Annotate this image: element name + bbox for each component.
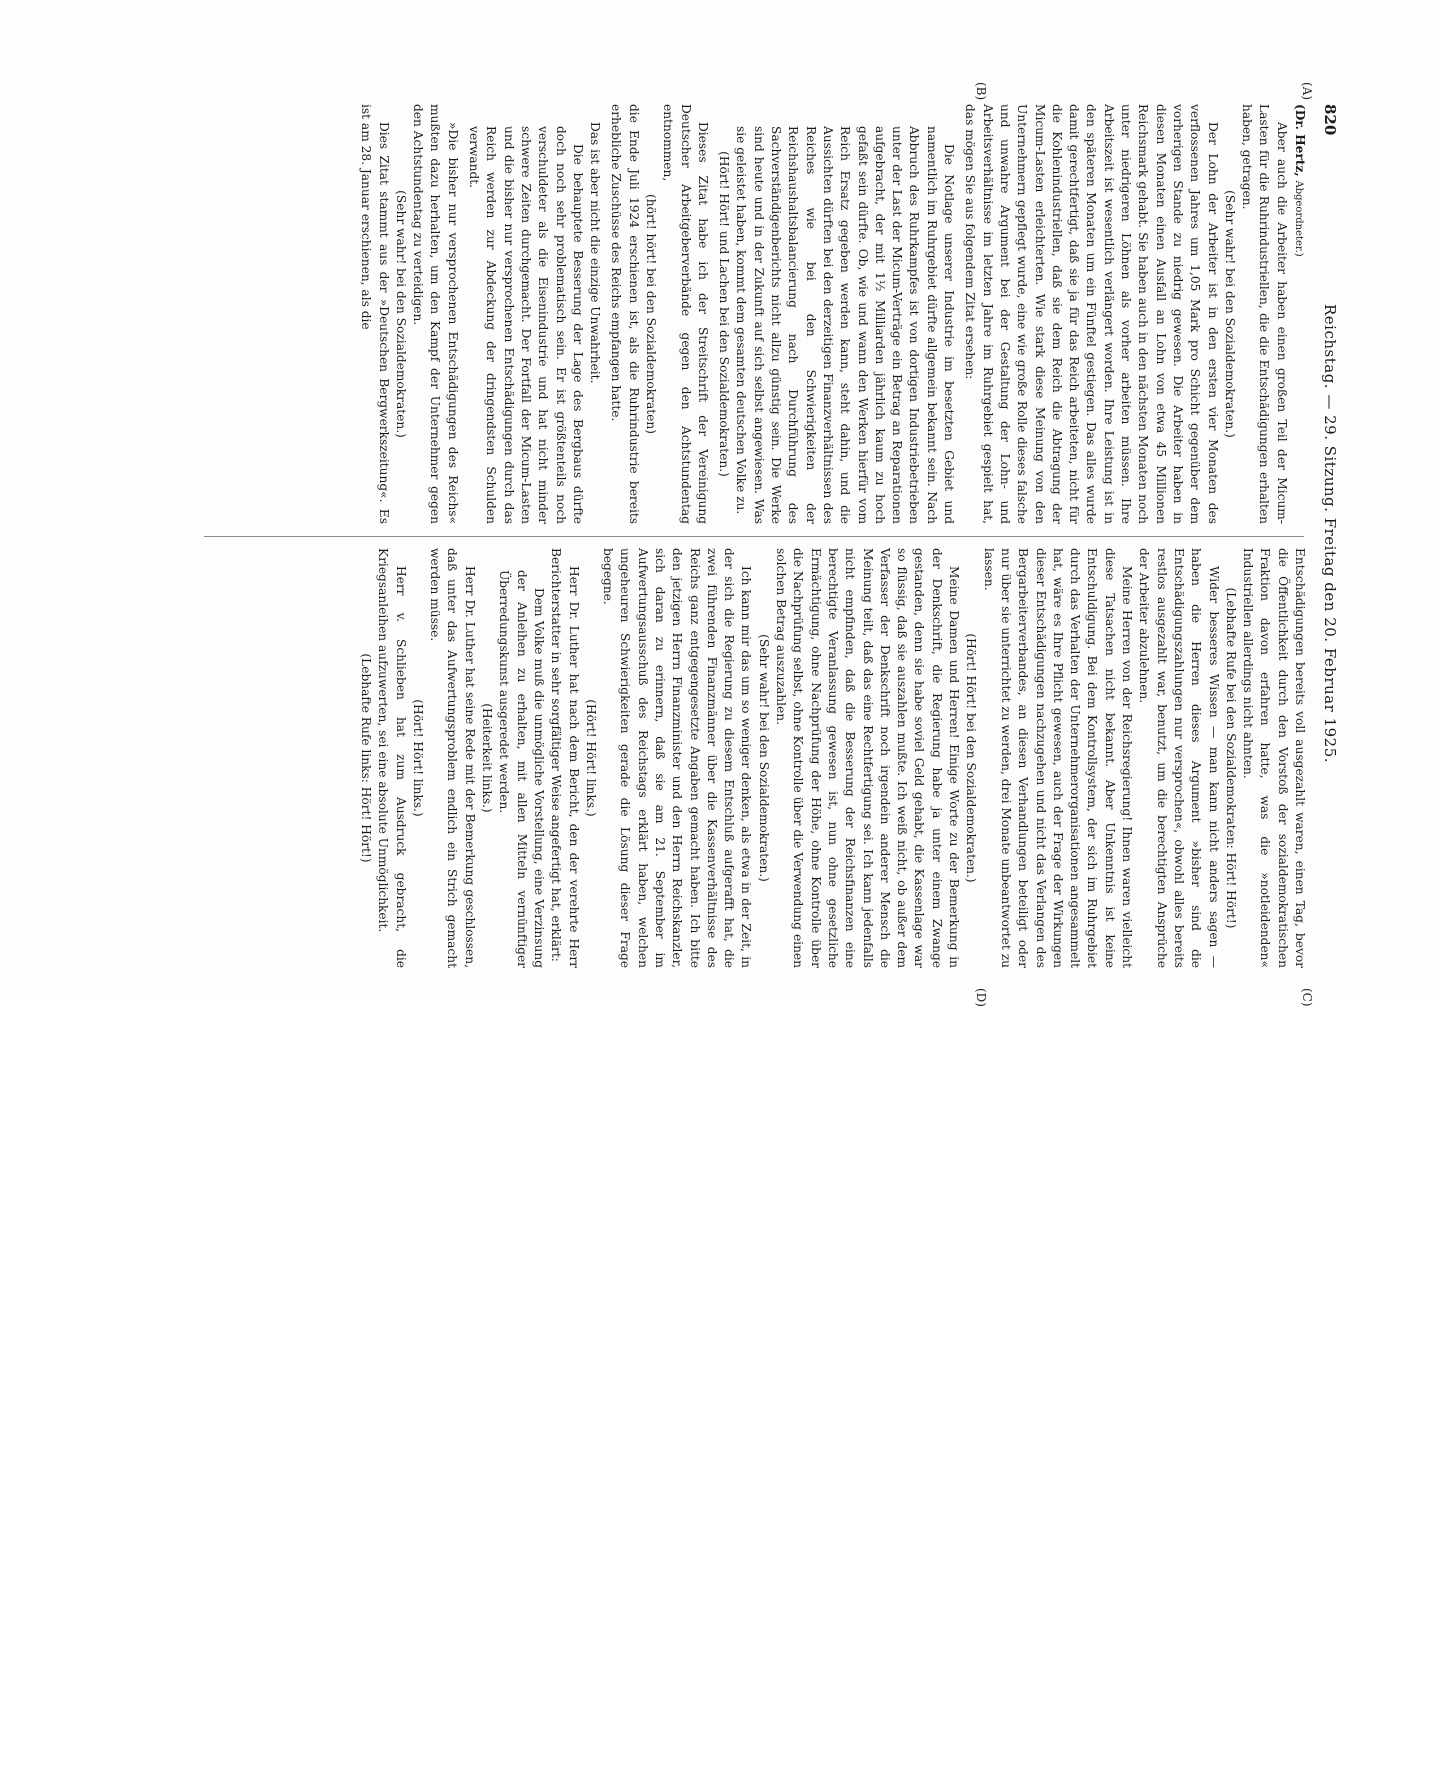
page-number: 820	[1321, 104, 1339, 136]
interjection: (Lebhafte Rufe links: Hört! Hört!)	[358, 653, 373, 863]
paragraph: »Die bisher nur versprochenen Entschädigungen des Reichs« mußten dazu herhalten, um den Kampf der Unternehmer gegen den Achtstundentag zu verteidigen.	[411, 104, 460, 524]
interjection: (Sehr wahr! bei den Sozialdemokraten.)	[756, 634, 771, 882]
paragraph: Meine Herren von der Reichsregierung! Ihnen waren vielleicht diese Tatsachen nicht bekannt. Aber Unkenntnis ist keine Entschuldigung. Bei dem Kontrollsystem, der sich im Ruhrgebiet durch das Verhalten der Unternehmerorganisationen angesammelt hat, wäre es Ihre Pflicht gewesen, auch der Frage der Wirkungen dieser Entschädigungen nachzugehen und nicht das Verlangen des Bergarbeiterverbandes, an diesen Verhandlungen beteiligt oder nur über sie unterrichtet zu werden, drei Monate unbeantwortet zu lassen.	[981, 548, 1135, 968]
paragraph: Aber auch die Arbeiter haben einen großen Teil der Micum-Lasten für die Ruhrindustriellen, die die Entschädigungen erhalten haben, getragen.	[1240, 104, 1289, 524]
right-column	[357, 548, 1308, 968]
paragraph: Ich kann mir das um so weniger denken, als etwa in der Zeit, in der sich die Regierung zu diesem Entschluß aufgerafft hat, die zwei führenden Finanzmänner über die Kassenverhältnisse des Reichs ganz entgegengesetzte Angaben gemacht haben. Ich bitte den jetzigen Herrn Finanzminister und den Herrn Reichskanzler, sich daran zu erinnern, daß sie am 21. September im Aufwertungsausschuß des Reichstags erklärt haben, welchen ungeheuren Schwierigkeiten gerade die Lösung dieser Frage begegne.	[601, 548, 754, 968]
column-divider	[204, 536, 1304, 537]
page-header	[1316, 104, 1344, 984]
interjection: (Sehr wahr! bei den Sozialdemokraten.)	[393, 190, 408, 438]
interjection: (Sehr wahr! bei den Sozialdemokraten.)	[1222, 190, 1237, 438]
interjection: (Lebhafte Rufe bei den Sozialdemokraten: Hört! Hört!)	[1223, 587, 1238, 929]
margin-mark-b: (B)	[974, 82, 988, 101]
paragraph: Das ist aber nicht die einzige Unwahrheit.	[588, 122, 603, 384]
paragraph: die Ende Juli 1924 erschienen ist, als die Ruhrindustrie bereits erhebliche Zuschüsse des Reichs empfangen hatte.	[609, 104, 641, 524]
speaker-line	[1290, 104, 1308, 524]
paragraph: Entschädigungen bereits voll ausgezahlt waren, einen Tag, bevor die Öffentlichkeit durch den Vorstoß der sozialdemokratischen Fraktion davon erfahren hatte, was die »notleidenden« Industriellen allerdings nicht ahnten.	[1241, 548, 1307, 968]
speaker-role: Abgeordneter.)	[1293, 180, 1304, 257]
speaker-name: (Dr. Hertz,	[1293, 104, 1307, 177]
quotation: Dem Volke muß die unmögliche Vorstellung, eine Verzinsung der Anleihen zu erhalten, mit allen Mitteln vernünftiger Überredungskunst ausgeredet werden.	[497, 570, 546, 968]
paragraph: Der Lohn der Arbeiter ist in den ersten vier Monaten des verflossenen Jahres um 1,05 Mark pro Schicht gegenüber dem vorherigen Stande zu niedrig gewesen. Die Arbeiter haben in diesen Monaten einen Ausfall an Lohn von etwa 45 Millionen Reichsmark gehabt. Sie haben auch in den nächsten Monaten noch unter niedrigeren Löhnen als vorher arbeiten müssen. Ihre Arbeitszeit ist wesentlich verlängert worden. Ihre Leistung ist in den späteren Monaten um ein Fünftel gestiegen. Das alles wurde damit gerechtfertigt, daß sie ja für das Reich arbeiteten, nicht für die Kohlenindustriellen, daß sie dem Reich die Abtragung der Micum-Lasten erleichterten. Wie stark diese Meinung von den Unternehmern gepflegt wurde, eine wie große Rolle dieses falsche und unwahre Argument bei der Gestaltung der Lohn- und Arbeitsverhältnisse im letzten Jahre im Ruhrgebiet gespielt hat, das mögen Sie aus folgendem Zitat ersehen:	[963, 104, 1220, 524]
interjection: (Hört! Hört! und Lachen bei den Sozialdemokraten.)	[717, 151, 732, 477]
interjection: (Hört! Hört! bei den Sozialdemokraten.)	[964, 633, 979, 883]
left-column	[357, 104, 1308, 524]
paragraph: Wider besseres Wissen — man kann nicht anders sagen — haben die Herren dieses Argument »bisher sind die Entschädigungszahlungen nur versprochen«, obwohl alles bereits restlos ausgezahlt war, benutzt, um die berechtigten Ansprüche der Arbeiter abzulehnen.	[1137, 548, 1221, 968]
running-title: Reichstag. — 29. Sitzung. Freitag den 20. Februar 1925.	[1321, 304, 1339, 764]
rotated-document-page	[132, 82, 1344, 1007]
interjection: (Hört! Hört! links.)	[410, 699, 425, 817]
paragraph: Herr Dr. Luther hat seine Rede mit der Bemerkung geschlossen, daß unter das Aufwertungsproblem endlich ein Strich gemacht werden müsse.	[428, 548, 477, 968]
margin-mark-a: (A)	[1300, 82, 1314, 101]
interjection: (Hört! Hört! links.)	[583, 699, 598, 817]
paragraph: Herr v. Schlieben hat zum Ausdruck gebracht, die Kriegsanleihen aufzuwerten, sei eine absolute Unmöglichkeit.	[376, 548, 408, 968]
paragraph: Meine Damen und Herren! Einige Worte zu der Bemerkung in der Denkschrift, die Regierung habe ja unter einem Zwange gestanden, denn sie habe soviel Geld gehabt, die Kassenlage war so flüssig, daß sie auszahlen mußte. Ich weiß nicht, ob außer dem Verfasser der Denkschrift noch irgendein anderer Mensch die Meinung teilt, daß das eine Rechtfertigung sei. Ich kann jedenfalls nicht empfinden, daß die Besserung der Reichsfinanzen eine berechtigte Veranlassung gewesen ist, nun ohne gesetzliche Ermächtigung, ohne Nachprüfung der Höhe, ohne Kontrolle über die Nachprüfung selbst, ohne Kontrolle über die Verwendung einen solchen Betrag auszuzahlen.	[774, 548, 962, 968]
margin-mark-d: (D)	[974, 988, 988, 1007]
paragraph: Dies Zitat stammt aus der »Deutschen Bergwerkszeitung«. Es ist am 28. Januar erschienen, als die	[359, 104, 391, 524]
quotation: Die behauptete Besserung der Lage des Bergbaus dürfte doch noch sehr problematisch sein. Er ist größtenteils noch verschuldeter als die Eisenindustrie und hat nicht minder schwere Zeiten durchgemacht. Der Fortfall der Micum-Lasten und die bisher nur versprochenen Entschädigungen durch das Reich werden zur Abdeckung der dringendsten Schulden verwandt.	[467, 126, 585, 524]
interjection: (hört! hört! bei den Sozialdemokraten)	[644, 194, 659, 434]
margin-mark-c: (C)	[1300, 988, 1314, 1007]
paragraph: Dieses Zitat habe ich der Streitschrift der Vereinigung Deutscher Arbeitgeberverbände gegen den Achtstundentag entnommen,	[661, 104, 710, 524]
paragraph: Herr Dr. Luther hat nach dem Bericht, den der verehrte Herr Berichterstatter in sehr sorgfältiger Weise angefertigt hat, erklärt:	[549, 548, 581, 968]
quotation: Die Notlage unserer Industrie im besetzten Gebiet und namentlich im Ruhrgebiet dürfte allgemein bekannt sein. Nach Abbruch des Ruhrkampfes ist von dortigen Industriebetrieben unter der Last der Micum-Verträge ein Betrag an Reparationen aufgebracht, der mit 1½ Milliarden jährlich kaum zu hoch gefaßt sein dürfte. Ob, wie und wann den Werken hierfür vom Reich Ersatz gegeben werden kann, steht dahin, und die Aussichten dürften bei den derzeitigen Finanzverhältnissen des Reiches wie bei den Schwierigkeiten der Reichshaushaltsbalancierung nach Durchführung des Sachverständigenberichts nicht allzu günstig sein. Die Werke sind heute und in der Zukunft auf sich selbst angewiesen. Was sie geleistet haben, kommt dem gesamten deutschen Volke zu.	[734, 126, 957, 524]
interjection: (Heiterkeit links.)	[480, 703, 495, 813]
